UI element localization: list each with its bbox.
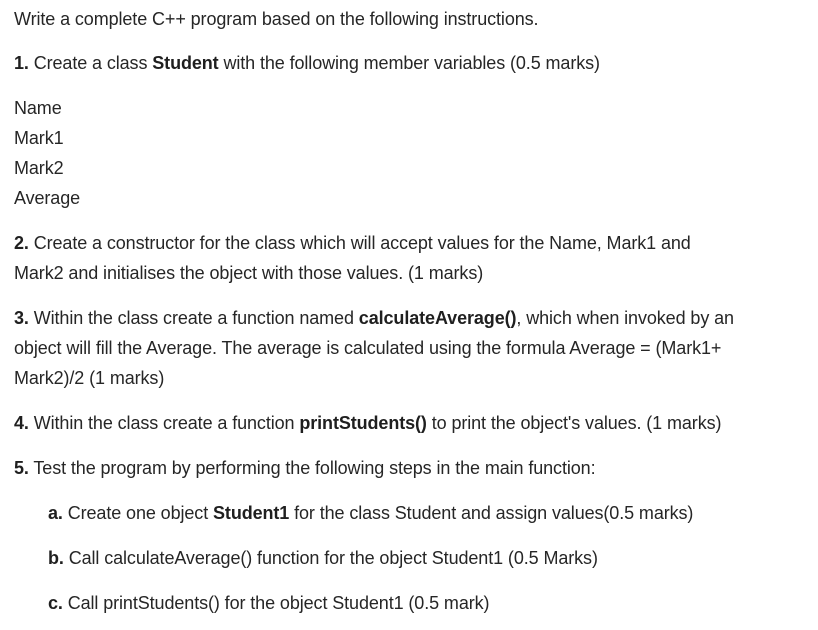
question-1-text-pre: Create a class bbox=[28, 53, 153, 73]
question-3-text-3: Mark2)/2 (1 marks) bbox=[14, 368, 165, 388]
question-3-function-name: calculateAverage() bbox=[358, 308, 517, 328]
question-3-line-2 bbox=[14, 337, 721, 359]
question-3-text-post: , which when invoked by an bbox=[516, 308, 734, 328]
step-a-text-post: for the class Student and assign values(0.5 marks) bbox=[289, 503, 694, 523]
question-3-line-3 bbox=[14, 367, 164, 389]
question-2-number: 2. bbox=[14, 233, 29, 253]
question-4-number: 4. bbox=[14, 413, 29, 433]
step-a-object-name: Student1 bbox=[213, 503, 290, 523]
question-1-class-name: Student bbox=[152, 53, 219, 73]
question-2-text-2: Mark2 and initialises the object with those values. (1 marks) bbox=[14, 263, 484, 283]
member-name-label: Name bbox=[14, 98, 62, 118]
question-1-number: 1. bbox=[14, 53, 29, 73]
step-b-text: Call calculateAverage() function for the object Student1 (0.5 Marks) bbox=[63, 548, 598, 568]
question-5-number: 5. bbox=[14, 458, 29, 478]
question-5 bbox=[14, 457, 595, 479]
question-2-text-1: Create a constructor for the class which will accept values for the Name, Mark1 and bbox=[28, 233, 691, 253]
question-3-line-1 bbox=[14, 307, 734, 329]
question-4-text-pre: Within the class create a function bbox=[28, 413, 300, 433]
question-2-line-2 bbox=[14, 262, 483, 284]
intro-label: Write a complete C++ program based on the following instructions. bbox=[14, 9, 539, 29]
step-b-letter: b. bbox=[48, 548, 64, 568]
step-a-letter: a. bbox=[48, 503, 63, 523]
question-3-text-2: object will fill the Average. The average is calculated using the formula Average = (Mark1+ bbox=[14, 338, 722, 358]
step-b bbox=[48, 547, 598, 569]
step-a bbox=[48, 502, 693, 524]
member-average bbox=[14, 187, 80, 209]
step-c-text: Call printStudents() for the object Student1 (0.5 mark) bbox=[62, 593, 490, 613]
question-1-text-post: with the following member variables (0.5 marks) bbox=[218, 53, 600, 73]
member-name bbox=[14, 97, 62, 119]
step-c-letter: c. bbox=[48, 593, 63, 613]
member-average-label: Average bbox=[14, 188, 81, 208]
step-c bbox=[48, 592, 489, 614]
question-3-text-pre: Within the class create a function named bbox=[28, 308, 359, 328]
question-4-function-name: printStudents() bbox=[299, 413, 427, 433]
question-2-line-1 bbox=[14, 232, 691, 254]
question-3-number: 3. bbox=[14, 308, 29, 328]
question-4 bbox=[14, 412, 721, 434]
member-mark2-label: Mark2 bbox=[14, 158, 64, 178]
question-4-text-post: to print the object's values. (1 marks) bbox=[426, 413, 722, 433]
intro-text bbox=[14, 8, 538, 30]
step-a-text-pre: Create one object bbox=[62, 503, 214, 523]
member-mark1 bbox=[14, 127, 64, 149]
question-1 bbox=[14, 52, 600, 74]
question-5-text: Test the program by performing the following steps in the main function: bbox=[28, 458, 596, 478]
member-mark2 bbox=[14, 157, 64, 179]
member-mark1-label: Mark1 bbox=[14, 128, 64, 148]
